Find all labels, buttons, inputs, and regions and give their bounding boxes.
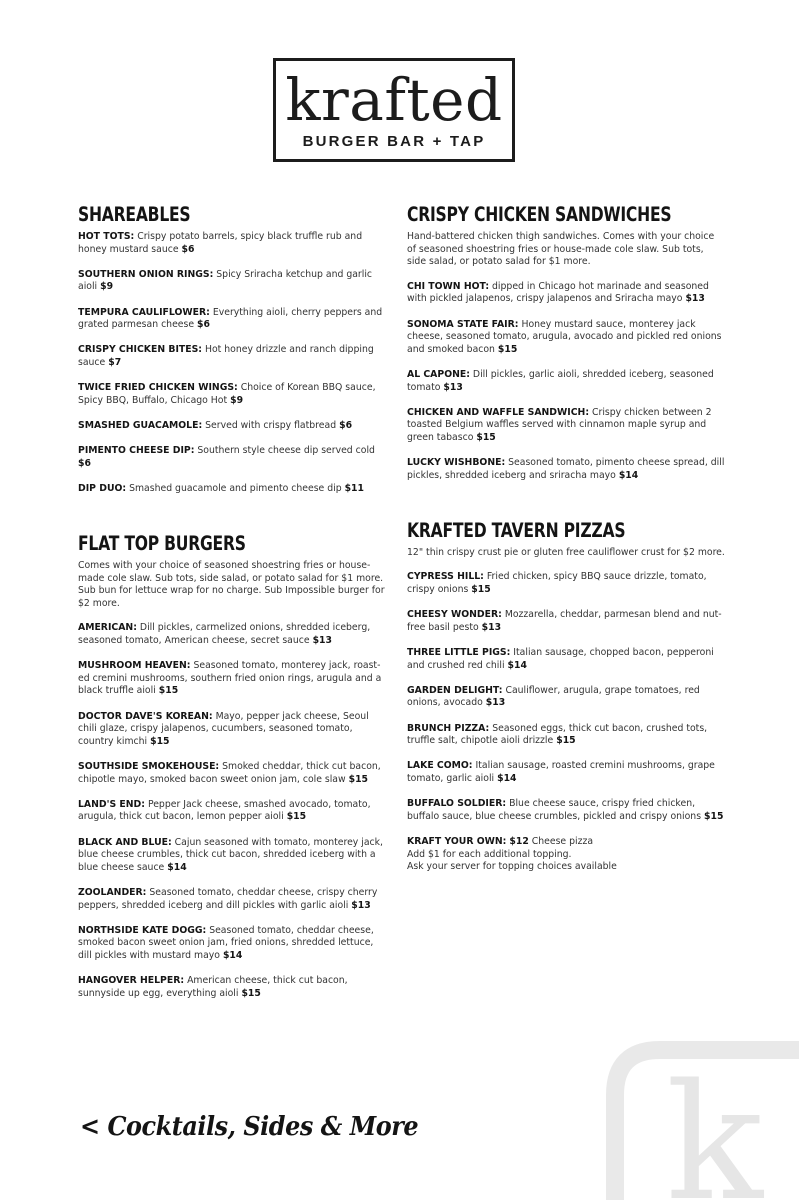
chicken-list (407, 281, 725, 483)
burgers-intro: Comes with your choice of seasoned shoestring fries or house-made cole slaw. Sub tots, side salad, or potato salad for $1 more. Sub bun for lettuce wrap for no charge. Sub Impossible burger for $2 more. (78, 560, 385, 609)
menu-item (407, 685, 725, 710)
logo-tagline: BURGER BAR + TAP (302, 133, 486, 150)
item-desc: Italian sausage, chopped bacon, pepperoni and crushed red chili (407, 647, 714, 671)
menu-item (407, 369, 725, 394)
menu-item-kraft-your-own (407, 836, 725, 874)
item-name: MUSHROOM HEAVEN: (78, 660, 191, 672)
menu-item (78, 420, 388, 433)
item-price: $13 (481, 621, 502, 633)
item-name: SOUTHSIDE SMOKEHOUSE: (78, 760, 220, 772)
item-desc: Seasoned tomato, cheddar cheese, smoked bacon sweet onion jam, fried onions, shredded lettuce, dill pickles with mustard mayo (78, 924, 374, 961)
item-price: $6 (181, 243, 195, 255)
menu-item (407, 571, 725, 596)
item-desc: Crispy chicken between 2 toasted Belgium waffles served with cinnamon maple syrup and green tabasco (407, 406, 712, 443)
item-desc: Pepper Jack cheese, smashed avocado, tomato, arugula, thick cut bacon, lemon pepper aioli (78, 798, 371, 823)
item-desc: Served with crispy flatbread (205, 419, 337, 431)
menu-item (78, 483, 388, 496)
item-price: $11 (344, 482, 364, 494)
item-desc: Honey mustard sauce, monterey jack cheese, seasoned tomato, arugula, avocado and pickled red onions and smoked bacon (407, 318, 722, 355)
item-name: CYPRESS HILL: (407, 571, 484, 583)
item-name: KRAFT YOUR OWN: (407, 835, 507, 847)
menu-item (407, 281, 725, 306)
item-desc: Seasoned tomato, cheddar cheese, crispy cherry peppers, shredded iceberg and dill pickles with garlic aioli (78, 886, 378, 911)
item-desc: American cheese, thick cut bacon, sunnyside up egg, everything aioli (78, 975, 348, 999)
menu-item (78, 837, 388, 875)
burgers-list (78, 622, 388, 1000)
item-name: HANGOVER HELPER: (78, 975, 185, 987)
item-desc: Everything aioli, cherry peppers and grated parmesan cheese (78, 306, 383, 331)
item-desc: Choice of Korean BBQ sauce, Spicy BBQ, Buffalo, Chicago Hot (78, 382, 376, 406)
item-desc: Seasoned tomato, monterey jack, roast-ed cremini mushrooms, southern fried onion rings, arugula and a black truffle aioli (78, 660, 382, 697)
item-name: SONOMA STATE FAIR: (407, 318, 519, 330)
item-price: $15 (556, 735, 576, 747)
item-name: SMASHED GUACAMOLE: (78, 419, 203, 431)
item-desc: Mayo, pepper jack cheese, Seoul chili glaze, crispy jalapenos, cucumbers, seasoned tomato, country kimchi (78, 710, 369, 747)
item-name: DIP DUO: (78, 482, 127, 494)
menu-item (407, 798, 725, 823)
right-column (407, 203, 725, 886)
item-price: $13 (351, 899, 371, 911)
item-price: $6 (197, 319, 210, 331)
item-price: $15 (471, 584, 491, 596)
item-price: $13 (312, 635, 332, 647)
item-price: $15 (704, 810, 724, 822)
item-desc: Fried chicken, spicy BBQ sauce drizzle, tomato, crispy onions (407, 571, 707, 596)
item-name: BUFFALO SOLDIER: (407, 798, 507, 810)
item-note-server: Ask your server for topping choices available (407, 861, 617, 873)
menu-item (78, 660, 388, 698)
item-desc: Italian sausage, roasted cremini mushrooms, grape tomato, garlic aioli (407, 760, 715, 784)
left-column (78, 203, 388, 1013)
menu-item (407, 647, 725, 672)
item-price: $6 (339, 419, 353, 431)
section-burgers (78, 532, 388, 1000)
item-name: TWICE FRIED CHICKEN WINGS: (78, 382, 238, 394)
item-name: DOCTOR DAVE'S KOREAN: (78, 710, 213, 722)
item-name: TEMPURA CAULIFLOWER: (78, 306, 210, 318)
item-name: AMERICAN: (78, 622, 137, 634)
menu-item (78, 307, 388, 332)
menu-item (78, 382, 388, 407)
item-price: $14 (497, 772, 517, 784)
section-title-chicken: CRISPY CHICKEN SANDWICHES (407, 203, 672, 226)
item-price: $15 (158, 685, 179, 697)
item-price: $9 (100, 281, 114, 293)
item-name: CHICKEN AND WAFFLE SANDWICH: (407, 406, 590, 418)
item-desc: Cheese pizza (531, 835, 594, 847)
section-gap (78, 508, 388, 532)
item-desc: Spicy Sriracha ketchup and garlic aioli (78, 268, 373, 293)
menu-item (78, 445, 388, 470)
item-desc: Mozzarella, cheddar, parmesan blend and nut-free basil pesto (407, 609, 722, 633)
menu-item (78, 622, 388, 647)
section-title-pizzas: KRAFTED TAVERN PIZZAS (407, 518, 626, 542)
item-note-topping: Add $1 for each additional topping. (407, 848, 572, 860)
item-name: NORTHSIDE KATE DOGG: (78, 924, 207, 936)
menu-item (78, 975, 388, 1000)
menu-item (78, 269, 388, 294)
section-title-shareables: SHAREABLES (78, 203, 191, 226)
item-price: $15 (150, 735, 170, 747)
item-name: HOT TOTS: (78, 231, 135, 242)
item-price: $14 (167, 861, 187, 873)
section-pizzas (407, 519, 725, 874)
item-name: BRUNCH PIZZA: (407, 722, 490, 734)
menu-item (78, 887, 388, 912)
item-desc: Cauliflower, arugula, grape tomatoes, red onions, avocado (407, 684, 700, 709)
item-name: BLACK AND BLUE: (78, 836, 172, 848)
section-chicken (407, 203, 725, 482)
item-name: CHEESY WONDER: (407, 609, 502, 621)
item-desc: Cajun seasoned with tomato, monterey jack, blue cheese crumbles, thick cut bacon, shredded iceberg with a blue cheese sauce (78, 836, 383, 873)
menu-item (78, 799, 388, 824)
item-price: $12 (509, 835, 529, 847)
menu-item (407, 609, 725, 634)
item-desc: Seasoned tomato, pimento cheese spread, dill pickles, shredded iceberg and sriracha mayo (407, 457, 725, 481)
item-name: LUCKY WISHBONE: (407, 457, 506, 469)
item-price: $15 (476, 431, 496, 443)
item-name: AL CAPONE: (407, 368, 470, 380)
pizzas-intro: 12" thin crispy crust pie or gluten free cauliflower crust for $2 more. (407, 546, 725, 558)
item-desc: Smashed guacamole and pimento cheese dip (129, 482, 342, 494)
item-name: THREE LITTLE PIGS: (407, 647, 511, 659)
item-price: $15 (286, 811, 307, 823)
menu-item (407, 723, 725, 748)
item-price: $15 (497, 343, 518, 355)
item-price: $13 (443, 381, 463, 393)
item-name: SOUTHERN ONION RINGS: (78, 268, 214, 280)
menu-item (407, 407, 725, 445)
menu-item (78, 231, 388, 256)
item-name: ZOOLANDER: (78, 886, 147, 898)
item-name: CHI TOWN HOT: (407, 280, 490, 292)
pizzas-list (407, 571, 725, 823)
item-name: LAND'S END: (78, 798, 145, 810)
menu-item (78, 761, 388, 786)
item-desc: Smoked cheddar, thick cut bacon, chipotle mayo, smoked bacon sweet onion jam, cole slaw (78, 760, 381, 785)
item-price: $7 (108, 356, 122, 368)
item-desc: Blue cheese sauce, crispy fried chicken, buffalo sauce, blue cheese crumbles, pickled and crispy onions (407, 798, 702, 822)
cocktails-sides-more-link[interactable]: < Cocktails, Sides & More (80, 1112, 419, 1142)
item-price: $14 (222, 949, 243, 961)
menu-item (407, 319, 725, 357)
k-watermark-icon (600, 1030, 799, 1200)
chicken-intro: Hand-battered chicken thigh sandwiches. Comes with your choice of seasoned shoestring fries or house-made cole slaw. Sub tots, side salad, or potato salad for $1 more. (407, 231, 715, 268)
item-desc: Southern style cheese dip served cold (197, 445, 375, 457)
item-desc: Hot honey drizzle and ranch dipping sauce (78, 344, 374, 368)
item-desc: Dill pickles, garlic aioli, shredded iceberg, seasoned tomato (407, 368, 714, 393)
item-price: $14 (507, 659, 527, 671)
item-desc: Dill pickles, carmelized onions, shredded iceberg, seasoned tomato, American cheese, secret sauce (78, 622, 371, 647)
item-price: $13 (485, 697, 506, 709)
item-price: $13 (685, 293, 705, 305)
menu-item (407, 760, 725, 785)
item-price: $15 (241, 987, 261, 999)
item-name: CRISPY CHICKEN BITES: (78, 344, 203, 356)
item-desc: dipped in Chicago hot marinade and seasoned with pickled jalapenos, crispy jalapenos and Sriracha mayo (407, 280, 709, 305)
shareables-list (78, 231, 388, 495)
item-desc: Seasoned eggs, thick cut bacon, crushed tots, truffle salt, chipotle aioli drizzle (407, 722, 708, 747)
item-price: $15 (348, 773, 369, 785)
menu-item (407, 457, 725, 482)
section-title-burgers: FLAT TOP BURGERS (78, 532, 246, 556)
item-price: $9 (230, 394, 244, 406)
item-price: $6 (78, 457, 91, 469)
item-name: LAKE COMO: (407, 760, 473, 772)
menu-item (78, 711, 388, 749)
item-price: $14 (618, 469, 639, 481)
brand-logo (273, 58, 515, 162)
section-shareables (78, 203, 388, 495)
section-gap (407, 495, 725, 519)
watermark-letter: k (666, 1049, 763, 1200)
menu-item (78, 344, 388, 369)
item-name: GARDEN DELIGHT: (407, 684, 503, 696)
logo-wordmark: krafted (285, 66, 503, 134)
item-desc: Crispy potato barrels, spicy black truffle rub and honey mustard sauce (78, 231, 363, 255)
menu-item (78, 925, 388, 963)
item-name: PIMENTO CHEESE DIP: (78, 445, 195, 457)
